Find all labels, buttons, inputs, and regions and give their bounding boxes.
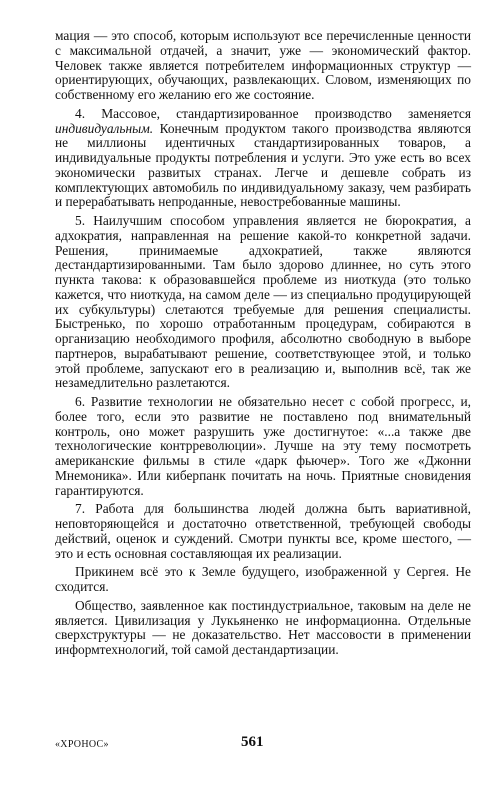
paragraph-information-consumer: мация — это способ, которым используют все перечисленные ценности с максимальной отдачей, а значит, уже — экономический фактор. Человек также является потребителем информационных структур — ориентирующих, обучающих, развлекающих. Словом, изменяющих по собственному его желанию его же состояние. (55, 28, 471, 102)
paragraph-point-4-lead: 4. Массовое, стандартизированное производство заменяется (75, 105, 471, 121)
publisher-mark: «ХРОНОС» (55, 739, 109, 750)
page-number: 561 (241, 734, 264, 750)
paragraph-point-7-work: 7. Работа для большинства людей должна быть вариативной, неповторяющейся и достаточно ответственной, требующей свободы действий, оценок и суждений. Смотри пункты все, кроме шестого, — это и есть основная составляющая их реализации. (55, 501, 471, 561)
page-body (55, 29, 471, 662)
page-footer (55, 734, 471, 754)
paragraph-point-4-italic: индивидуальным. (55, 120, 154, 136)
paragraph-point-6-technology: 6. Развитие технологии не обязательно несет с собой прогресс, и, более того, если это развитие не поставлено под внимательный контроль, оно может разрушить уже достигнутое: «...а также две технологические контрреволюции». Лучше на эту тему посмотреть американские фильмы в стиле «дарк фьючер». Того же «Джонни Мнемоника». Или киберпанк почитать на ночь. Приятные сновидения гарантируются. (55, 394, 471, 498)
paragraph-conclusion: Общество, заявленное как постиндустриальное, таковым на деле не является. Цивилизация у Лукьяненко не информационна. Отдельные сверхструктуры — не доказательство. Нет массовости в применении информтехнологий, той самой дестандартизации. (55, 597, 471, 657)
paragraph-point-4-individual-production (55, 107, 471, 210)
paragraph-earth-of-future: Прикинем всё это к Земле будущего, изображенной у Сергея. Не сходится. (55, 564, 471, 594)
paragraph-point-4-rest: Конечным продуктом такого производства являются не миллионы идентичных стандартизированных товаров, а индивидуальные продукты потребления и услуги. Это уже есть во всех экономически развитых странах. Легче и дешевле собрать из комплектующих автомобиль по индивидуальному заказу, чем разбирать и перерабатывать непроданные, невостребованные машины. (55, 120, 471, 210)
paragraph-point-5-adhocracy: 5. Наилучшим способом управления является не бюрократия, а адхократия, направленная на решение какой-то конкретной задачи. Решения, принимаемые адхократией, также являются дестандартизированными. Там было здорово длиннее, но суть этого пункта такова: к образовавшейся проблеме из ниоткуда (это только кажется, что ниоткуда, на самом деле — из специально продуцирующей их субкультуры) слетаются требуемые для решения специалисты. Быстренько, по хорошо отработанным процедурам, собираются в организацию необходимого профиля, абсолютно свободную в выборе партнеров, вырабатывают решение, соответствующее этой, и только этой проблеме, запускают его в реализацию и, выполнив всё, так же незамедлительно разлетаются. (55, 213, 471, 391)
